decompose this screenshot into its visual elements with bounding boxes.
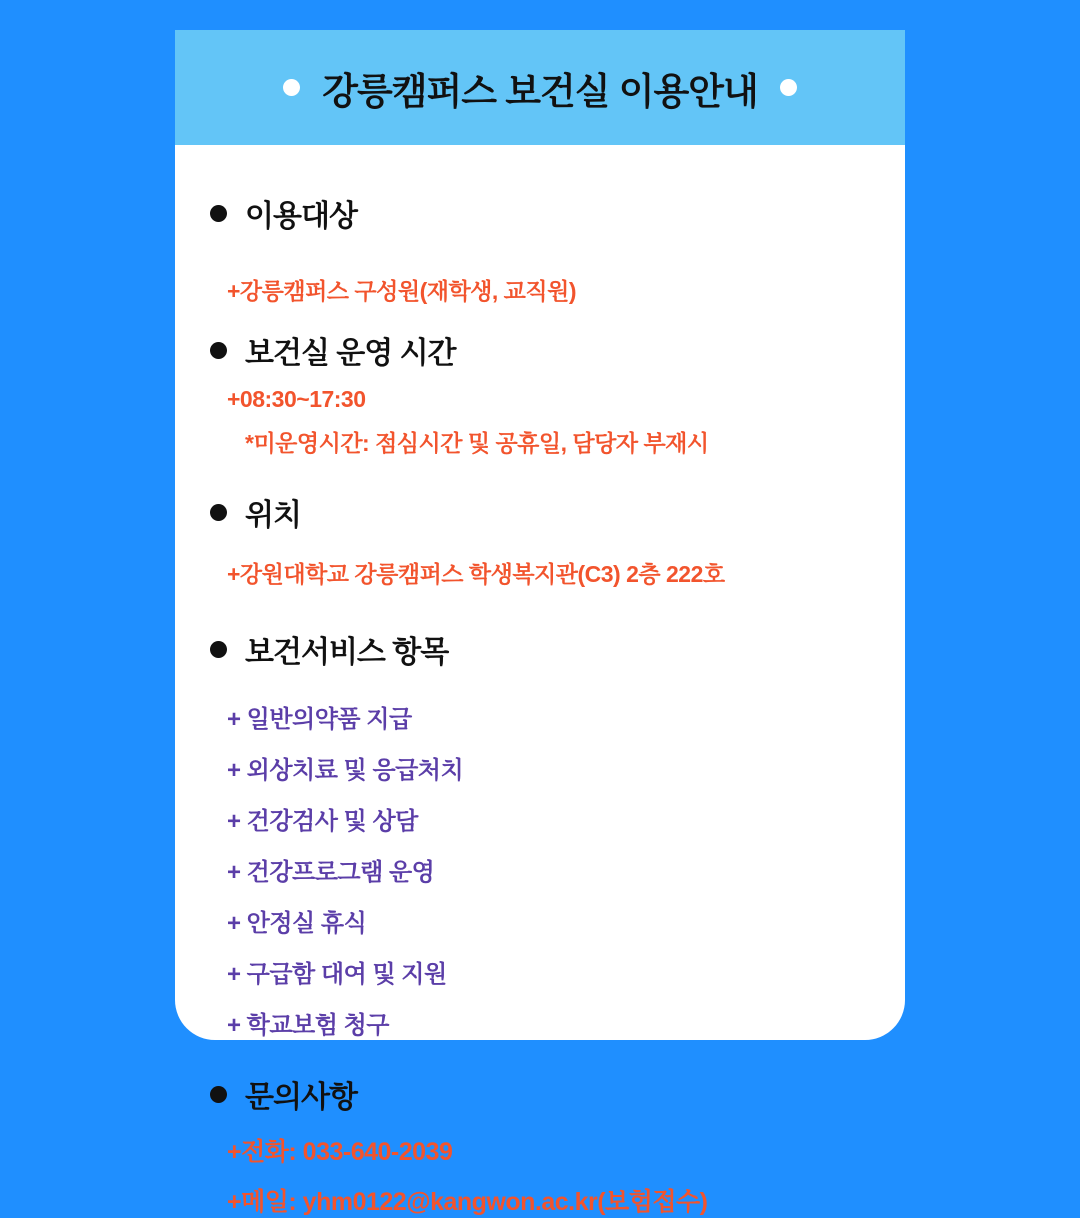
phone-line: +전화: 033-640-2039: [227, 1138, 453, 1166]
card-body: [175, 145, 905, 1218]
section-heading-row: [175, 191, 905, 235]
list-item: + 구급함 대여 및 지원: [227, 961, 447, 988]
list-item: + 일반의약품 지급: [227, 706, 412, 733]
section-heading-row: [175, 328, 905, 372]
list-item: + 건강프로그램 운영: [227, 859, 435, 886]
section-lines: [175, 273, 905, 306]
section-title: 위치: [245, 499, 301, 532]
section-heading-row: [175, 490, 905, 534]
list-item: + 안정실 휴식: [227, 910, 367, 937]
section-heading-row: [175, 627, 905, 671]
page-title: 강릉캠퍼스 보건실 이용안내: [322, 70, 758, 112]
bullet-icon: [210, 1086, 227, 1103]
header-right-dot-icon: [780, 79, 797, 96]
bullet-icon: [210, 342, 227, 359]
section-usage-target: [175, 191, 905, 306]
list-item: +08:30~17:30: [227, 386, 366, 412]
header-left-dot-icon: [283, 79, 300, 96]
section-title: 이용대상: [245, 200, 357, 233]
bullet-icon: [210, 641, 227, 658]
section-lines: [175, 1132, 905, 1218]
section-lines: [175, 699, 905, 1040]
section-lines: [175, 386, 905, 458]
list-item: +강릉캠퍼스 구성원(재학생, 교직원): [227, 278, 576, 304]
list-item: +강원대학교 강릉캠퍼스 학생복지관(C3) 2층 222호: [227, 561, 725, 587]
section-lines: [175, 556, 905, 589]
section-contact: [175, 1072, 905, 1218]
list-item: + 학교보험 청구: [227, 1012, 389, 1039]
list-item: + 외상치료 및 응급처치: [227, 757, 464, 784]
list-item: + 건강검사 및 상담: [227, 808, 418, 835]
section-operating-hours: [175, 328, 905, 458]
info-card: [175, 30, 905, 1216]
section-title: 문의사항: [245, 1081, 357, 1114]
card-header: [175, 30, 905, 145]
section-location: [175, 490, 905, 589]
list-item: *미운영시간: 점심시간 및 공휴일, 담당자 부재시: [245, 430, 709, 456]
bullet-icon: [210, 504, 227, 521]
section-heading-row: [175, 1072, 905, 1116]
bullet-icon: [210, 205, 227, 222]
section-health-services: [175, 627, 905, 1040]
email-line: +메일: yhm0122@kangwon.ac.kr(보험접수): [227, 1188, 708, 1216]
section-title: 보건실 운영 시간: [245, 337, 456, 370]
section-title: 보건서비스 항목: [245, 636, 449, 669]
